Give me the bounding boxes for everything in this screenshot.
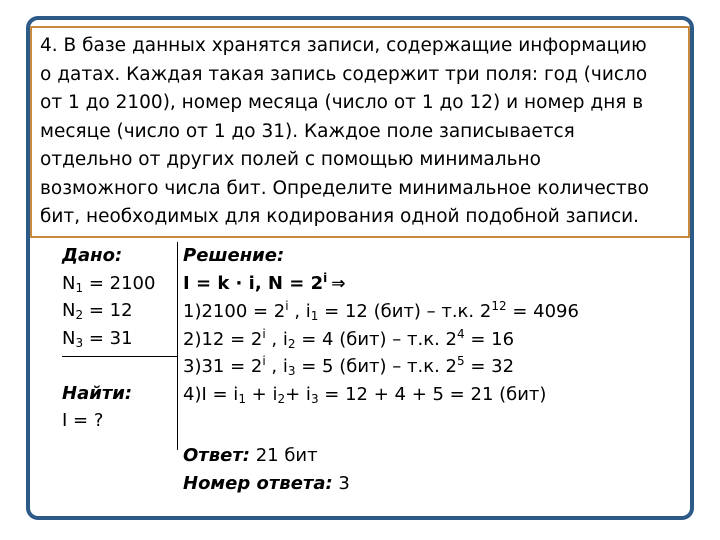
given-item: $N_2 = 12$ — [62, 300, 133, 322]
task-line: о датах. Каждая такая запись содержит три поля: год (число — [40, 63, 648, 85]
answer-number-line — [183, 470, 583, 498]
solution-title: Решение: — [183, 245, 285, 266]
given-item: $N_3 = 31$ — [62, 327, 133, 350]
task-line: отдельно от других полей с помощью минимально — [40, 149, 541, 170]
answer-value: 21 бит — [249, 445, 318, 466]
task-line: бит, необходимых для кодирования одной подобной записи. — [40, 206, 640, 227]
task-line: возможного числа бит. Определите минимальное количество — [40, 177, 649, 199]
answer-section — [183, 442, 583, 498]
answer-number-value: 3 — [332, 473, 350, 494]
find-title: Найти: — [62, 382, 133, 404]
task-line: от 1 до 2100), номер месяца (число от 1 до 12) и номер дня в — [40, 92, 644, 113]
task-statement — [30, 26, 690, 238]
given-title: Дано: — [62, 245, 123, 266]
task-line: 4. В базе данных хранятся записи, содержащие информацию — [40, 35, 647, 56]
answer-number-label: Номер ответа: — [183, 473, 333, 494]
answer-line — [183, 442, 583, 470]
implies-icon: ⇒ — [331, 273, 346, 294]
solution-step: $2)12 = 2^i$ , $i_2 = 4$ (бит) – т.к. $2^4 = 16$ — [183, 326, 515, 351]
find-value: I = ? — [62, 410, 104, 431]
solution-step: $1)2100 = 2^i$ , $i_1 = 12$ (бит) – т.к. $2^{12} = 4096$ — [183, 299, 579, 323]
given-item: $N_1 = 2100$ — [62, 272, 156, 295]
solution-formula: I = k · i, $N = 2^i$ ⇒ — [183, 270, 346, 294]
solution-total: $4)I = i_1 + i_2+ i_3 = 12 + 4 + 5 = 21$ (бит) — [183, 383, 547, 406]
solution-step: $3)31 = 2^i$ , $i_3 = 5$ (бит) – т.к. $2^5 = 32$ — [183, 354, 515, 378]
given-divider — [62, 356, 178, 357]
task-line: месяце (число от 1 до 31). Каждое поле записывается — [40, 120, 575, 142]
answer-label: Ответ: — [183, 445, 250, 466]
solution-section — [183, 242, 703, 408]
given-section — [62, 242, 180, 435]
given-solution-divider — [177, 242, 178, 450]
